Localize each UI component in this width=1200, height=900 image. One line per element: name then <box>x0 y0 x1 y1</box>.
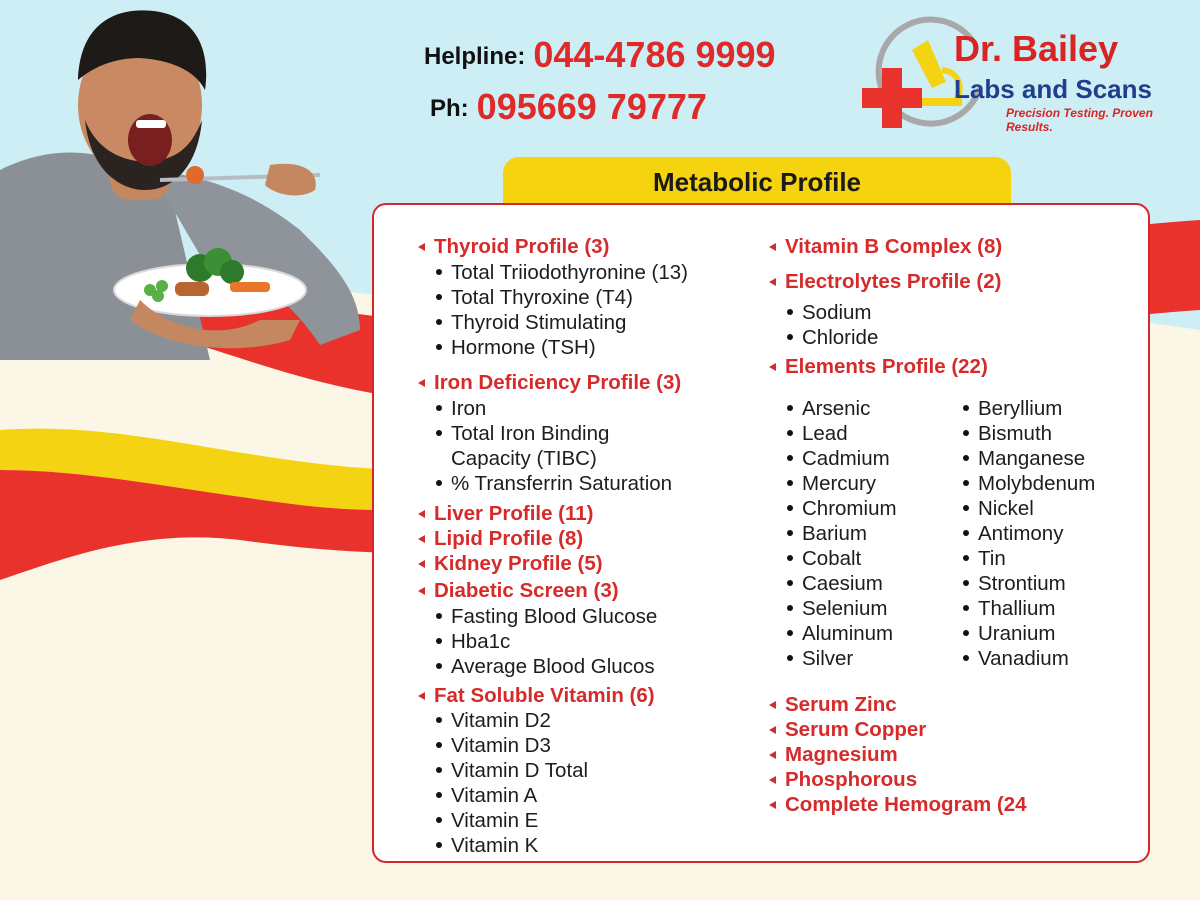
triangle-left-icon <box>769 363 776 371</box>
triangle-left-icon <box>418 587 425 595</box>
list-item: Beryllium <box>963 396 1062 421</box>
triangle-left-icon <box>418 379 425 387</box>
bullet-icon <box>963 630 969 636</box>
triangle-left-icon <box>418 692 425 700</box>
helpline-number[interactable]: 044-4786 9999 <box>533 34 776 75</box>
triangle-left-icon <box>769 701 776 709</box>
list-item: Sodium <box>787 300 872 325</box>
lipid-profile-heading: Lipid Profile (8) <box>418 526 583 551</box>
triangle-left-icon <box>769 801 776 809</box>
list-item: Total Iron Binding <box>436 421 609 446</box>
list-item: Manganese <box>963 446 1085 471</box>
electrolytes-profile-heading: Electrolytes Profile (2) <box>769 269 1001 294</box>
bullet-icon <box>787 455 793 461</box>
triangle-left-icon <box>769 278 776 286</box>
list-item: Vitamin A <box>436 783 537 808</box>
list-item: Chloride <box>787 325 878 350</box>
list-item: Strontium <box>963 571 1066 596</box>
bullet-icon <box>436 742 442 748</box>
list-item: Fasting Blood Glucose <box>436 604 657 629</box>
list-item: Vitamin E <box>436 808 538 833</box>
list-item: Caesium <box>787 571 883 596</box>
list-item: Total Thyroxine (T4) <box>436 285 633 310</box>
bullet-icon <box>963 580 969 586</box>
list-item: Silver <box>787 646 853 671</box>
list-item: Selenium <box>787 596 887 621</box>
list-item: Vitamin D Total <box>436 758 588 783</box>
phone <box>430 86 707 128</box>
list-item: Aluminum <box>787 621 893 646</box>
bullet-icon <box>436 405 442 411</box>
bullet-icon <box>436 480 442 486</box>
brand-logo <box>858 10 1198 134</box>
phone-number[interactable]: 095669 79777 <box>476 86 707 127</box>
bullet-icon <box>963 480 969 486</box>
bullet-icon <box>963 455 969 461</box>
list-item: Hormone (TSH) <box>436 335 596 360</box>
man-eating-illustration <box>0 0 380 360</box>
list-item: Nickel <box>963 496 1034 521</box>
bullet-icon <box>436 269 442 275</box>
list-item: % Transferrin Saturation <box>436 471 672 496</box>
bullet-icon <box>787 405 793 411</box>
bullet-icon <box>436 430 442 436</box>
list-item: Cadmium <box>787 446 890 471</box>
list-item: Thallium <box>963 596 1055 621</box>
kidney-profile-heading: Kidney Profile (5) <box>418 551 603 576</box>
bullet-icon <box>787 480 793 486</box>
helpline <box>424 34 776 76</box>
list-item: Antimony <box>963 521 1063 546</box>
triangle-left-icon <box>418 535 425 543</box>
bullet-icon <box>436 319 442 325</box>
diabetic-screen-heading: Diabetic Screen (3) <box>418 578 619 603</box>
list-item: Chromium <box>787 496 897 521</box>
bullet-icon <box>787 309 793 315</box>
bullet-icon <box>963 655 969 661</box>
bullet-icon <box>436 792 442 798</box>
triangle-left-icon <box>769 726 776 734</box>
test-list-card <box>372 203 1150 863</box>
bullet-icon <box>436 817 442 823</box>
bullet-icon <box>787 555 793 561</box>
brand-name: Dr. Bailey <box>954 28 1119 69</box>
bullet-icon <box>436 638 442 644</box>
bullet-icon <box>963 605 969 611</box>
triangle-left-icon <box>769 751 776 759</box>
bullet-icon <box>787 605 793 611</box>
list-item: Vitamin K <box>436 833 538 858</box>
bullet-icon <box>436 344 442 350</box>
triangle-left-icon <box>418 243 425 251</box>
serum-zinc-heading: Serum Zinc <box>769 692 897 717</box>
list-item: Thyroid Stimulating <box>436 310 626 335</box>
bullet-icon <box>787 530 793 536</box>
bullet-icon <box>963 430 969 436</box>
bullet-icon <box>436 717 442 723</box>
list-item: Mercury <box>787 471 876 496</box>
triangle-left-icon <box>769 776 776 784</box>
bullet-icon <box>436 294 442 300</box>
panel-title: Metabolic Profile <box>652 167 862 197</box>
bullet-icon <box>963 530 969 536</box>
phone-label: Ph: <box>430 95 469 122</box>
bullet-icon <box>787 655 793 661</box>
triangle-left-icon <box>769 243 776 251</box>
list-item: Cobalt <box>787 546 861 571</box>
triangle-left-icon <box>418 560 425 568</box>
brand-subtitle: Labs and Scans <box>954 74 1152 104</box>
bullet-icon <box>787 580 793 586</box>
list-item: Total Triiodothyronine (13) <box>436 260 688 285</box>
bullet-icon <box>963 405 969 411</box>
thyroid-profile-heading: Thyroid Profile (3) <box>418 234 609 259</box>
liver-profile-heading: Liver Profile (11) <box>418 501 594 526</box>
phosphorous-heading: Phosphorous <box>769 767 917 792</box>
elements-profile-heading: Elements Profile (22) <box>769 354 988 379</box>
brand-tagline: Precision Testing. Proven Results. <box>1006 106 1153 134</box>
complete-hemogram-heading: Complete Hemogram (24 <box>769 792 1027 817</box>
bullet-icon <box>963 555 969 561</box>
helpline-label: Helpline: <box>424 43 526 70</box>
list-item: Uranium <box>963 621 1055 646</box>
list-item: Lead <box>787 421 848 446</box>
list-item: Vanadium <box>963 646 1069 671</box>
bullet-icon <box>787 334 793 340</box>
list-item: Arsenic <box>787 396 870 421</box>
bullet-icon <box>787 630 793 636</box>
list-item: Hba1c <box>436 629 510 654</box>
medical-cross-icon <box>862 68 922 128</box>
bullet-icon <box>436 767 442 773</box>
vitamin-b-complex-heading: Vitamin B Complex (8) <box>769 234 1002 259</box>
list-item: Average Blood Glucos <box>436 654 655 679</box>
list-item: Vitamin D2 <box>436 708 551 733</box>
list-item: Vitamin D3 <box>436 733 551 758</box>
bullet-icon <box>787 505 793 511</box>
list-item: Barium <box>787 521 867 546</box>
list-item: Iron <box>436 396 486 421</box>
serum-copper-heading: Serum Copper <box>769 717 926 742</box>
bullet-icon <box>436 663 442 669</box>
triangle-left-icon <box>418 510 425 518</box>
bullet-icon <box>436 842 442 848</box>
bullet-icon <box>436 613 442 619</box>
list-item-continued: Capacity (TIBC) <box>451 447 597 470</box>
fat-soluble-vitamin-heading: Fat Soluble Vitamin (6) <box>418 683 655 708</box>
list-item: Bismuth <box>963 421 1052 446</box>
list-item: Molybdenum <box>963 471 1095 496</box>
list-item: Tin <box>963 546 1006 571</box>
iron-profile-heading: Iron Deficiency Profile (3) <box>418 370 681 395</box>
bullet-icon <box>963 505 969 511</box>
bullet-icon <box>787 430 793 436</box>
magnesium-heading: Magnesium <box>769 742 898 767</box>
